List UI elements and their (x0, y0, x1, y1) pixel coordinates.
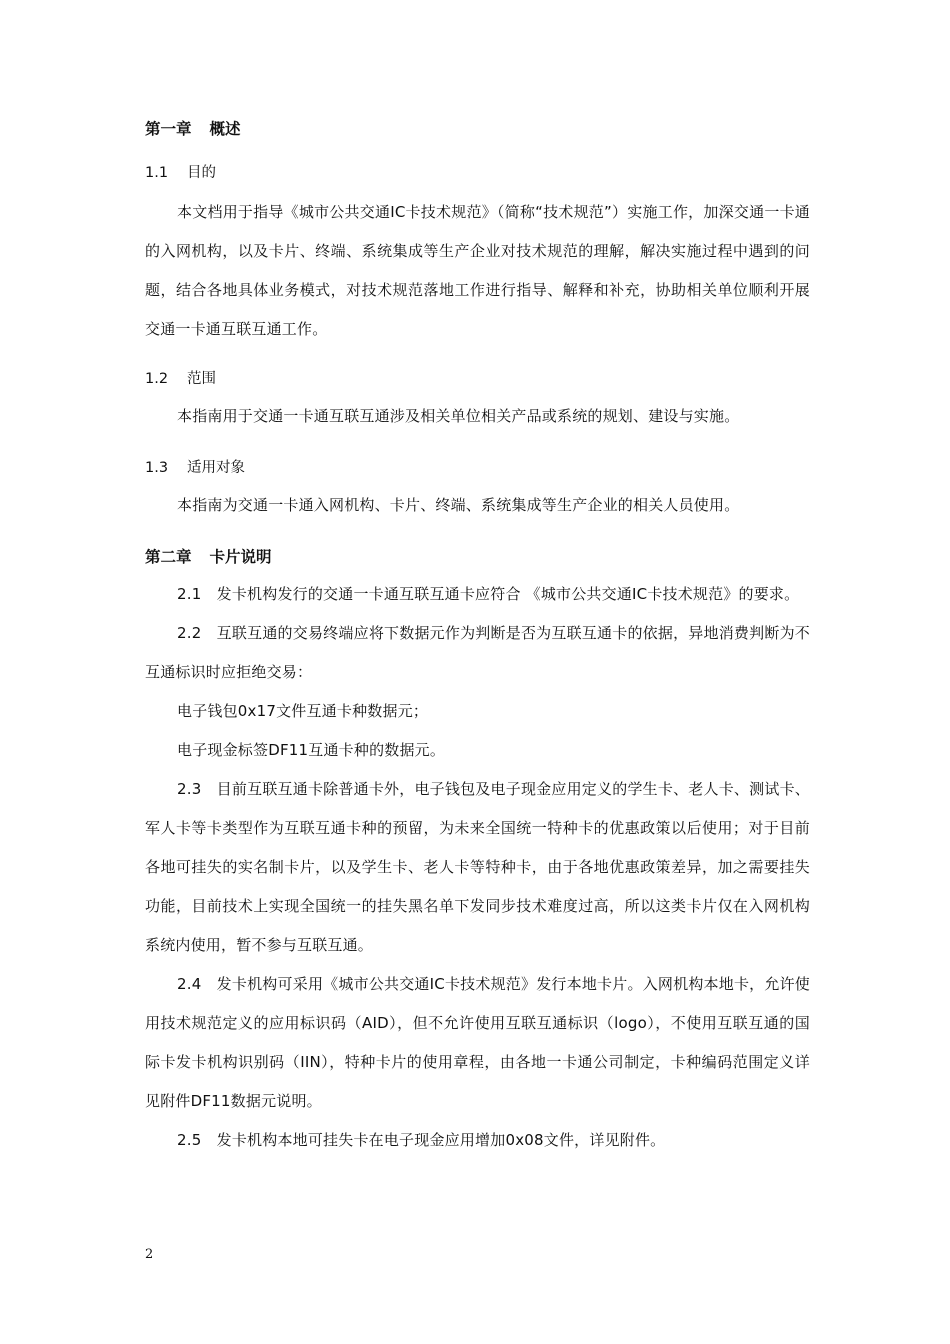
section-1-1-paragraph: 本文档用于指导《城市公共交通IC卡技术规范》（简称“技术规范”）实施工作，加深交通一卡通的入网机构，以及卡片、终端、系统集成等生产企业对技术规范的理解，解决实施过程中遇到的问题，结合各地具体业务模式，对技术规范落地工作进行指导、解释和补充，协助相关单位顺利开展交通一卡通互联互通工作。 (145, 203, 810, 338)
item-2-2-paragraph: 2.2 互联互通的交易终端应将下数据元作为判断是否为互联互通卡的依据，异地消费判断为不互通标识时应拒绝交易： (145, 624, 810, 681)
chapter-2-heading (145, 546, 272, 568)
chapter-1-title: 概述 (209, 120, 241, 138)
chapter-2-label: 第二章 (145, 548, 192, 566)
section-1-3-paragraph: 本指南为交通一卡通入网机构、卡片、终端、系统集成等生产企业的相关人员使用。 (177, 496, 740, 514)
chapter-2-title: 卡片说明 (209, 548, 272, 566)
section-1-3-heading (145, 457, 245, 479)
data-element-line-1: 电子钱包0x17文件互通卡种数据元； (177, 702, 429, 720)
section-1-2-title: 范围 (187, 371, 216, 387)
section-1-3-title: 适用对象 (187, 460, 245, 476)
section-1-2-heading (145, 368, 216, 390)
item-2-1-paragraph: 2.1 发卡机构发行的交通一卡通互联互通卡应符合 《城市公共交通IC卡技术规范》的要求。 (177, 585, 800, 603)
section-1-1-number: 1.1 (145, 165, 169, 181)
section-1-2-number: 1.2 (145, 371, 169, 387)
section-1-3-number: 1.3 (145, 460, 169, 476)
chapter-2-content (145, 575, 810, 1160)
page-number: 2 (145, 1247, 154, 1262)
item-2-5-paragraph: 2.5 发卡机构本地可挂失卡在电子现金应用增加0x08文件，详见附件。 (177, 1131, 666, 1149)
section-1-1-heading (145, 162, 216, 184)
data-element-line-2: 电子现金标签DF11互通卡种的数据元。 (177, 741, 446, 759)
section-1-2-paragraph: 本指南用于交通一卡通互联互通涉及相关单位相关产品或系统的规划、建设与实施。 (177, 407, 740, 425)
item-2-3-paragraph: 2.3 目前互联互通卡除普通卡外，电子钱包及电子现金应用定义的学生卡、老人卡、测试卡、军人卡等卡类型作为互联互通卡种的预留，为未来全国统一特种卡的优惠政策以后使用；对于目前各地可挂失的实名制卡片，以及学生卡、老人卡等特种卡，由于各地优惠政策差异，加之需要挂失功能，目前技术上实现全国统一的挂失黑名单下发同步技术难度过高，所以这类卡片仅在入网机构系统内使用，暂不参与互联互通。 (145, 780, 810, 954)
item-2-4-paragraph: 2.4 发卡机构可采用《城市公共交通IC卡技术规范》发行本地卡片。入网机构本地卡，允许使用技术规范定义的应用标识码（AID），但不允许使用互联互通标识（logo），不使用互联互通的国际卡发卡机构识别码（IIN），特种卡片的使用章程，由各地一卡通公司制定，卡种编码范围定义详见附件DF11数据元说明。 (145, 975, 810, 1110)
chapter-1-heading (145, 118, 241, 140)
chapter-1-label: 第一章 (145, 120, 192, 138)
section-1-1-title: 目的 (187, 165, 216, 181)
